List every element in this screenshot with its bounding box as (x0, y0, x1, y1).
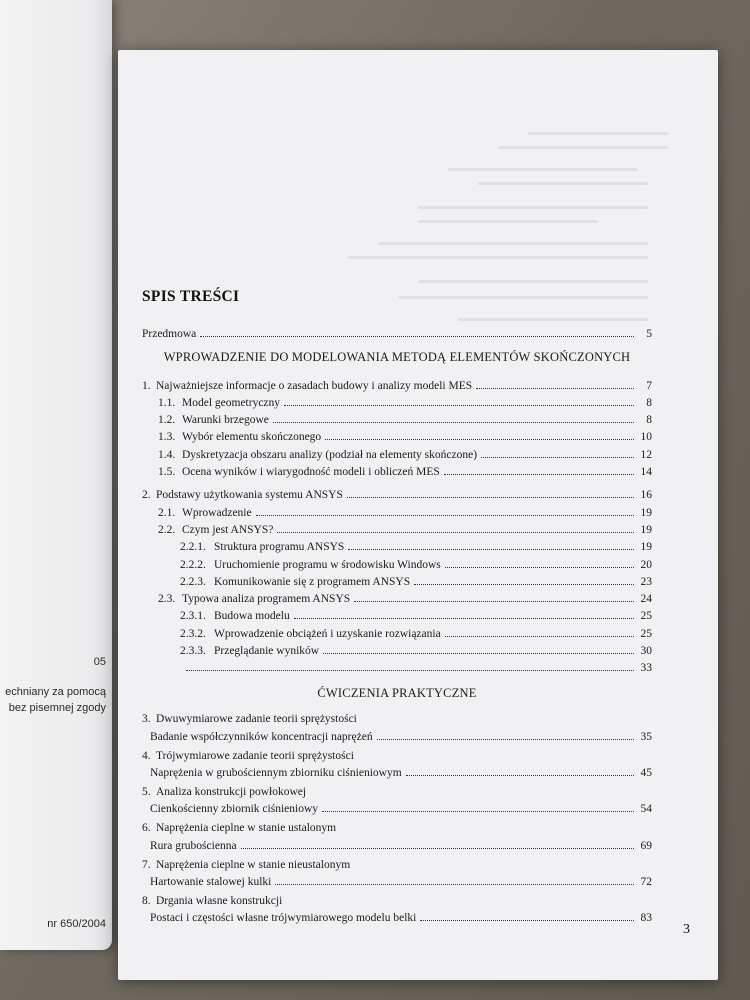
toc-entry[interactable] (142, 409, 652, 426)
dot-leader (275, 884, 634, 885)
toc-entry[interactable] (142, 588, 652, 605)
entry-number: 2.2. (158, 523, 176, 536)
toc-entry[interactable] (142, 392, 652, 409)
toc-entry[interactable] (142, 640, 652, 657)
entry-number: 2.2.3. (180, 575, 206, 588)
entry-number: 7. (142, 858, 151, 871)
entry-number: 2.2.1. (180, 541, 206, 554)
left-page (0, 0, 112, 950)
entry-page: 25 (640, 610, 652, 623)
dot-leader (273, 422, 634, 423)
toc-heading: SPIS TREŚCI (142, 288, 240, 305)
entry-page: 19 (640, 541, 652, 554)
entry-page: 14 (640, 466, 652, 479)
dot-leader (256, 515, 634, 516)
entry-title: Dyskretyzacja obszaru analizy (podział na elementy skończone) (182, 448, 478, 461)
entry-title: Przedmowa (142, 328, 197, 341)
entry-page: 19 (640, 506, 652, 519)
exercise-entry[interactable] (142, 747, 652, 779)
exercise-subtitle: Rura grubościenna (150, 839, 237, 852)
dot-leader (420, 920, 634, 921)
entry-page: 12 (640, 448, 652, 461)
entry-page: 45 (640, 766, 652, 779)
dot-leader (481, 457, 634, 458)
dot-leader (323, 653, 634, 654)
entry-page: 30 (640, 645, 652, 658)
entry-number: 1.5. (158, 466, 176, 479)
part-1-title: WPROWADZENIE DO MODELOWANIA METODĄ ELEMENTÓW SKOŃCZONYCH (163, 350, 631, 365)
entry-title: Wprowadzenie obciążeń i uzyskanie rozwiązania (214, 627, 441, 640)
entry-page: 25 (640, 627, 652, 640)
entry-number: 1.4. (158, 448, 176, 461)
entry-page: 72 (640, 875, 652, 888)
entry-title: Struktura programu ANSYS (214, 541, 345, 554)
toc-entry[interactable] (142, 374, 652, 391)
dot-leader (406, 775, 634, 776)
page-number: 3 (683, 922, 690, 937)
entry-title: Wprowadzenie (182, 506, 252, 519)
dot-leader (445, 636, 634, 637)
exercise-entry[interactable] (142, 783, 652, 815)
toc-entry[interactable] (142, 461, 652, 478)
exercise-title: Dwuwymiarowe zadanie teorii sprężystości (156, 713, 357, 726)
exercise-subtitle: Naprężenia w grubościennym zbiorniku ciśnieniowym (150, 766, 402, 779)
entry-title: Typowa analiza programem ANSYS (182, 593, 351, 606)
dot-leader (241, 848, 634, 849)
entry-number: 2. (142, 489, 151, 502)
dot-leader (348, 549, 634, 550)
entry-page: 10 (640, 431, 652, 444)
entry-title: Budowa modelu (214, 610, 290, 623)
entry-page: 23 (640, 575, 652, 588)
entry-number: 2.3.3. (180, 645, 206, 658)
entry-number: 1.2. (158, 414, 176, 427)
entry-title: Warunki brzegowe (182, 414, 269, 427)
entry-number: 6. (142, 822, 151, 835)
entry-number: 1.1. (158, 396, 176, 409)
exercise-title: Analiza konstrukcji powłokowej (156, 785, 307, 798)
left-page-fragment: bez pisemnej zgody (8, 702, 106, 714)
exercise-entry[interactable] (142, 856, 652, 888)
exercise-subtitle: Hartowanie stalowej kulki (150, 875, 272, 888)
exercise-title: Drgania własne konstrukcji (156, 894, 283, 907)
entry-page: 16 (640, 489, 652, 502)
entry-title: Ocena wyników i wiarygodność modeli i obliczeń MES (182, 466, 440, 479)
entry-title: Model geometryczny (182, 396, 281, 409)
entry-page: 33 (640, 662, 652, 675)
entry-title: Najważniejsze informacje o zasadach budowy i analizy modeli MES (156, 379, 473, 392)
toc-entry[interactable] (142, 443, 652, 460)
exercise-entry[interactable] (142, 710, 652, 742)
entry-number: 2.3. (158, 593, 176, 606)
toc-entry[interactable] (142, 657, 652, 674)
exercise-title: Naprężenia cieplne w stanie nieustalonym (156, 858, 351, 871)
entry-number: 2.3.1. (180, 610, 206, 623)
entry-title: Uruchomienie programu w środowisku Windows (214, 558, 441, 571)
entry-number: 8. (142, 894, 151, 907)
dot-leader (476, 388, 634, 389)
exercise-entry[interactable] (142, 819, 652, 851)
dot-leader (325, 439, 634, 440)
entry-page: 7 (646, 379, 652, 392)
part-2-entries (142, 710, 652, 924)
toc-entry[interactable] (142, 426, 652, 443)
toc-entry-preface[interactable] (142, 323, 652, 340)
entry-number: 1.3. (158, 431, 176, 444)
dot-leader (347, 497, 634, 498)
entry-page: 8 (646, 396, 652, 409)
exercise-subtitle: Badanie współczynników koncentracji naprężeń (150, 730, 373, 743)
entry-number: 2.3.2. (180, 627, 206, 640)
entry-page: 8 (646, 414, 652, 427)
entry-number: 3. (142, 713, 151, 726)
toc-entry[interactable] (142, 519, 652, 536)
entry-number: 2.2.2. (180, 558, 206, 571)
entry-title: Wybór elementu skończonego (182, 431, 322, 444)
left-page-fragment: 05 (93, 656, 106, 668)
toc-entry[interactable] (142, 553, 652, 570)
toc-entry[interactable] (142, 484, 652, 501)
dot-leader (186, 670, 634, 671)
toc-entry[interactable] (142, 605, 652, 622)
dot-leader (294, 618, 634, 619)
entry-page: 19 (640, 523, 652, 536)
entry-title: Przeglądanie wyników (214, 645, 320, 658)
entry-number: 2.1. (158, 506, 176, 519)
exercise-title: Naprężenia cieplne w stanie ustalonym (156, 822, 337, 835)
entry-page: 54 (640, 803, 652, 816)
dot-leader (277, 532, 634, 533)
toc-entry[interactable] (142, 571, 652, 588)
dot-leader (377, 739, 634, 740)
dot-leader (414, 584, 634, 585)
exercise-title: Trójwymiarowe zadanie teorii sprężystości (156, 749, 354, 762)
part-2-title: ĆWICZENIA PRAKTYCZNE (317, 686, 477, 701)
dot-leader (444, 474, 634, 475)
exercise-subtitle: Cienkościenny zbiornik ciśnieniowy (150, 803, 318, 816)
left-page-fragment: nr 650/2004 (47, 918, 106, 930)
part-1-entries (142, 374, 652, 674)
entry-number: 5. (142, 785, 151, 798)
entry-page: 83 (640, 912, 652, 925)
toc-entry[interactable] (142, 501, 652, 518)
entry-page: 20 (640, 558, 652, 571)
dot-leader (200, 336, 634, 337)
left-page-fragment: echniany za pomocą (5, 686, 106, 698)
entry-page: 5 (646, 328, 652, 341)
dot-leader (284, 405, 634, 406)
entry-page: 69 (640, 839, 652, 852)
entry-title: Czym jest ANSYS? (182, 523, 274, 536)
exercise-entry[interactable] (142, 892, 652, 924)
entry-page: 35 (640, 730, 652, 743)
toc-entry[interactable] (142, 536, 652, 553)
dot-leader (322, 811, 634, 812)
entry-number: 1. (142, 379, 151, 392)
dot-leader (354, 601, 634, 602)
entry-title: Podstawy użytkowania systemu ANSYS (156, 489, 343, 502)
table-of-contents (142, 323, 652, 928)
toc-entry[interactable] (142, 622, 652, 639)
dot-leader (445, 567, 634, 568)
book-page (118, 50, 718, 980)
entry-title: Komunikowanie się z programem ANSYS (214, 575, 411, 588)
exercise-subtitle: Postaci i częstości własne trójwymiarowego modelu belki (150, 912, 417, 925)
entry-number: 4. (142, 749, 151, 762)
entry-page: 24 (640, 593, 652, 606)
